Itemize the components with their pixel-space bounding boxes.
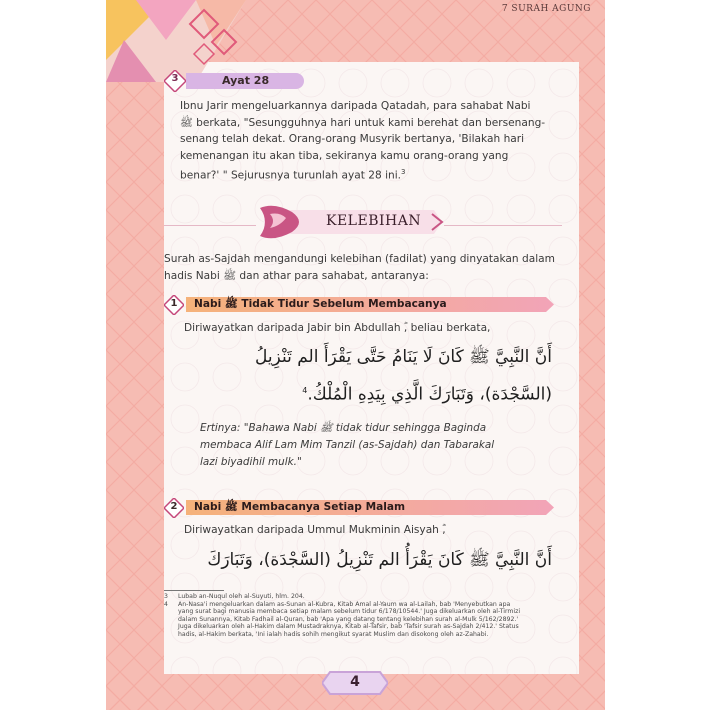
- number-diamond-icon: [164, 295, 184, 315]
- divider-right: [444, 225, 562, 226]
- footnote-3: [164, 593, 584, 601]
- footnote-number: 3: [164, 593, 168, 600]
- paragraph-line: benar?' " Sejurusnya turunlah ayat 28 ini.: [180, 169, 402, 182]
- translation-line: lazi biyadihil mulk.": [200, 456, 302, 468]
- page-number-badge: [322, 668, 388, 698]
- number-diamond-icon: [164, 70, 186, 92]
- number-diamond-icon: [164, 498, 184, 518]
- paragraph-line: Ibnu Jarir mengeluarkannya daripada Qatadah, para sahabat Nabi: [180, 100, 531, 112]
- footnote-divider: [164, 590, 224, 591]
- running-header: 7 SURAH AGUNG: [501, 4, 591, 14]
- intro-line: Surah as-Sajdah mengandungi kelebihan (fadilat) yang dinyatakan dalam: [164, 253, 555, 265]
- footnote-ref: 3: [401, 168, 406, 177]
- intro-paragraph: [164, 251, 555, 284]
- page-number: 4: [350, 674, 360, 690]
- ayat-label: Ayat 28: [222, 74, 270, 87]
- arabic-line: أَنَّ النَّبِيَّ ﷺ كَانَ يَقْرَأُ الم تَنْزِيلُ (السَّجْدَة)، وَتَبَارَكَ: [207, 550, 552, 570]
- arabic-line: أَنَّ النَّبِيَّ ﷺ كَانَ لَا يَنَامُ حَتَّى يَقْرَأَ الم تَنْزِيلُ: [254, 347, 552, 367]
- translation-line: membaca Alif Lam Mim Tanzil (as-Sajdah) dan Tabarakal: [200, 439, 495, 451]
- section-1-translation: [200, 420, 494, 471]
- section-2-heading: [164, 498, 554, 518]
- section-1-number: 1: [170, 298, 178, 309]
- footnote-line: hadis, al-Hakim berkata, 'Ini ialah hadis sohih mengikut syarat Muslim dan disokong oleh az-Zahabi.: [178, 630, 489, 638]
- section-title: KELEBIHAN: [326, 213, 422, 229]
- footnote-line: Juga dikeluarkan oleh al-Hakim dalam Mustadraknya, Kitab al-Tafsir, bab 'Tafsir surah as-Sajdah 2/412.' Status: [178, 623, 519, 631]
- ayat-number: 3: [171, 73, 179, 84]
- divider-left: [164, 225, 256, 226]
- arabic-line: (السَّجْدَة)، وَتَبَارَكَ الَّذِي بِيَدِهِ الْمُلْكُ.: [307, 384, 552, 405]
- ayat-paragraph: [180, 98, 545, 185]
- paragraph-line: kemenangan itu akan tiba, sekiranya kamu orang-orang yang: [180, 149, 509, 162]
- footnote-line: dalam Sunannya, Kitab Fadhail al-Quran, bab 'Apa yang datang tentang kelebihan surah al-Mulk 5/162/2892.': [178, 615, 519, 623]
- footnote-4: [164, 601, 584, 641]
- ayat-label-bar: [186, 73, 304, 89]
- section-2-number: 2: [170, 501, 178, 512]
- section-1-narration: Diriwayatkan daripada Jabir bin Abdullah ؓ, beliau berkata,: [184, 322, 491, 334]
- footnote-line: yang surat bagi manusia membaca setiap malam sebelum tidur 6/178/10544.' Juga dikeluarkan oleh al-Tirmizi: [178, 608, 521, 616]
- section-1-heading: [164, 295, 554, 315]
- footnote-ref: 4: [302, 386, 308, 395]
- section-1-arabic: [184, 340, 552, 412]
- footnote-text: Lubab an-Nuqul oleh al-Suyuti, hlm. 204.: [178, 593, 305, 600]
- section-2-arabic: [184, 543, 552, 577]
- paragraph-line: senang telah dekat. Orang-orang Musyrik bertanya, 'Bilakah hari: [180, 133, 525, 146]
- section-1-title: Nabi ﷺ Tidak Tidur Sebelum Membacanya: [194, 298, 447, 310]
- translation-line: Ertinya: "Bahawa Nabi ﷺ tidak tidur sehingga Baginda: [200, 422, 487, 434]
- kelebihan-banner: [256, 204, 444, 240]
- paragraph-line: ﷺ berkata, "Sesungguhnya hari untuk kami berehat dan bersenang-: [180, 116, 546, 129]
- footnote-line: An-Nasa'i mengeluarkan dalam as-Sunan al-Kubra, Kitab Amal al-Yaum wa al-Lailah, bab 'Menyebutkan apa: [178, 601, 511, 608]
- section-2-title: Nabi ﷺ Membacanya Setiap Malam: [194, 501, 406, 513]
- intro-line: hadis Nabi ﷺ dan athar para sahabat, antaranya:: [164, 269, 429, 282]
- section-2-narration: Diriwayatkan daripada Ummul Mukminin Aisyah ؓ,: [184, 524, 446, 536]
- footnote-number: 4: [164, 601, 168, 608]
